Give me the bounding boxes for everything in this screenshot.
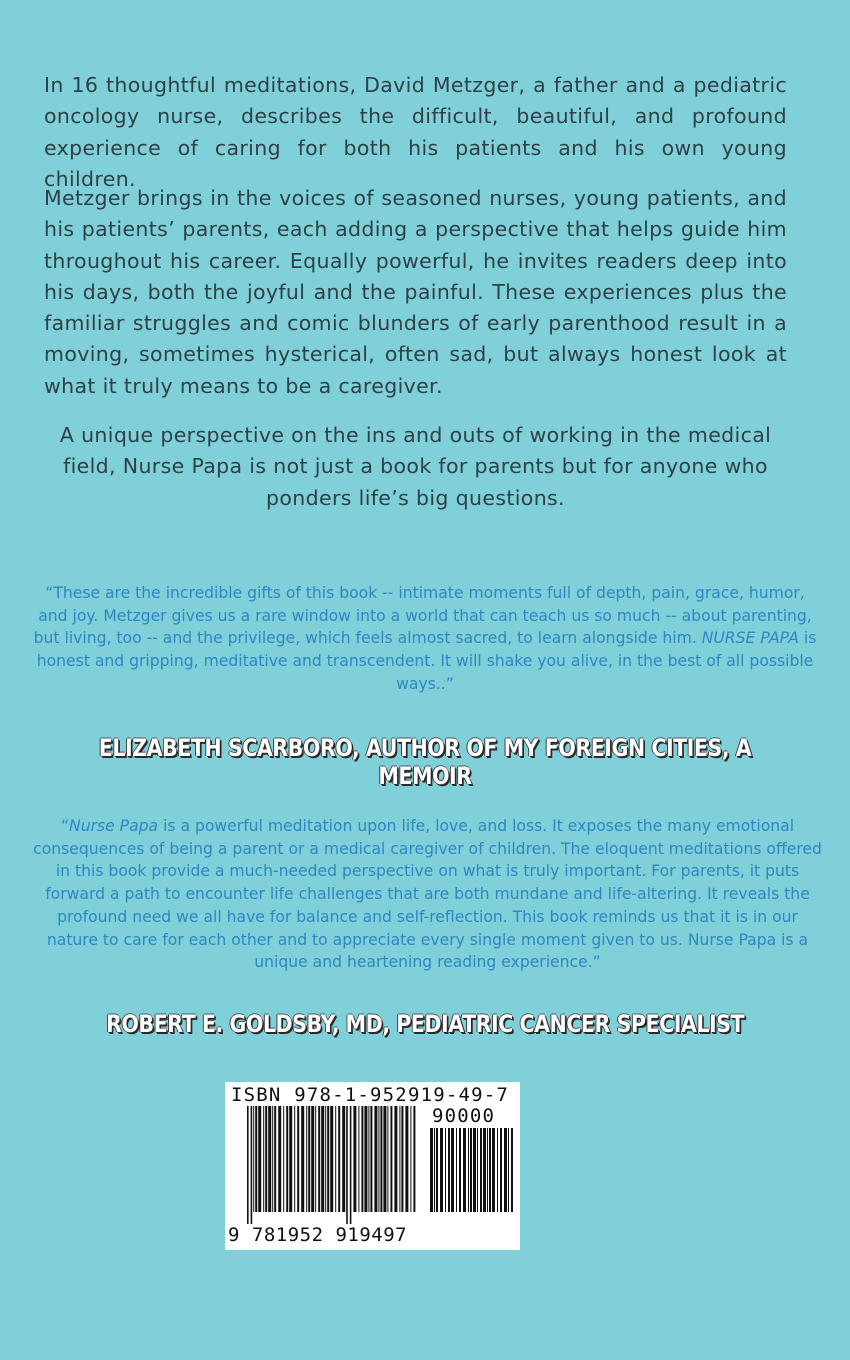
barcode-bar	[405, 1106, 408, 1212]
barcode-bar	[301, 1106, 304, 1212]
barcode-bar	[358, 1106, 359, 1212]
barcode-bar	[410, 1106, 411, 1212]
barcode-bar	[511, 1128, 513, 1212]
barcode-bar	[364, 1106, 367, 1212]
barcode-bar	[263, 1106, 264, 1212]
blurb-quote-2-text-before: “	[60, 817, 70, 835]
barcode-bar	[500, 1128, 502, 1212]
barcode-bar	[327, 1106, 329, 1212]
barcode-bar	[480, 1128, 482, 1212]
barcode-bar	[258, 1106, 261, 1212]
barcode-bar	[394, 1106, 397, 1212]
barcode-bar	[306, 1106, 307, 1212]
isbn-barcode	[225, 1082, 520, 1250]
barcode-bar	[315, 1106, 316, 1212]
barcode-bar	[477, 1128, 478, 1212]
barcode-bar	[383, 1106, 386, 1212]
barcode-bar	[335, 1106, 336, 1212]
isbn-label: ISBN 978-1-952919-49-7	[231, 1084, 510, 1106]
barcode-bar	[342, 1106, 345, 1212]
barcode-bar	[456, 1128, 457, 1212]
barcode-bar	[308, 1106, 310, 1212]
barcode-bar	[468, 1128, 469, 1212]
barcode-bar	[387, 1106, 388, 1212]
barcode-bar	[440, 1128, 443, 1212]
barcode-bar	[483, 1128, 486, 1212]
barcode-bar	[338, 1106, 340, 1212]
barcode-bar	[434, 1128, 435, 1212]
barcode-bar	[294, 1106, 295, 1212]
barcode-bar	[251, 1106, 253, 1224]
barcode-bar	[436, 1128, 438, 1212]
barcode-bar	[278, 1106, 281, 1212]
blurb-attribution-1: ELIZABETH SCARBORO, AUTHOR OF MY FOREIGN CITIES, A MEMOIR	[98, 734, 752, 790]
barcode-bar	[399, 1106, 400, 1212]
blurb-quote-2-title: Nurse Papa	[69, 817, 159, 835]
barcode-bar	[361, 1106, 363, 1212]
blurb-attribution-2: ROBERT E. GOLDSBY, MD, PEDIATRIC CANCER SPECIALIST	[105, 1010, 745, 1038]
barcode-bar	[370, 1106, 372, 1212]
barcode-bar	[272, 1106, 273, 1212]
barcode-bar	[353, 1106, 356, 1212]
barcode-bar	[430, 1128, 433, 1212]
barcode-bar	[390, 1106, 392, 1212]
blurb-quote-1-title: NURSE PAPA	[701, 629, 799, 648]
price-code: 90000	[432, 1105, 496, 1127]
barcode-bar	[459, 1128, 461, 1212]
blurb-quote-1	[30, 582, 820, 696]
barcode-bar	[297, 1106, 299, 1212]
barcode-bar	[463, 1128, 466, 1212]
barcode-bar	[346, 1106, 348, 1224]
description-paragraph-1: In 16 thoughtful meditations, David Metzger, a father and a pediatric oncology nurse, describes the difficult, beautiful, and profound experience of caring for both his patients and his own young children.	[44, 73, 787, 191]
barcode-bar	[380, 1106, 382, 1212]
blurb-quote-2-text-after: is a powerful meditation upon life, love, and loss. It exposes the many emotional consequences of being a parent or a medical caregiver of children. The eloquent meditations offered in this book provide a much-needed perspective on what is truly important. For parents, it puts forward a path to encounter life challenges that are both mundane and life-altering. It reveals the profound need we all have for balance and self-reflection. This book reminds us that it is in our nature to care for each other and to appreciate every single moment given to us. Nurse Papa is a unique and heartening reading experience.”	[33, 817, 822, 972]
ean-digits: 9 781952 919497	[228, 1224, 408, 1246]
blurb-quote-1-text-before: “These are the incredible gifts of this book -- intimate moments full of depth, pain, grace, humor, and joy. Metzger gives us a rare window into a world that can teach us so much -- about parenting, but living, too -- and the privilege, which feels almost sacred, to learn alongside him.	[33, 584, 812, 648]
barcode-bar	[330, 1106, 333, 1212]
blurb-quote-2	[30, 815, 825, 974]
barcode-bar	[325, 1106, 326, 1212]
price-addon-bars	[430, 1128, 514, 1224]
barcode-bar	[378, 1106, 379, 1212]
barcode-bar	[504, 1128, 507, 1212]
description-paragraph-3: A unique perspective on the ins and outs of working in the medical field, Nurse Papa is not just a book for parents but for anyone who ponders life’s big questions.	[59, 423, 772, 510]
barcode-bar	[321, 1106, 324, 1212]
barcode-bar	[497, 1128, 498, 1212]
barcode-bar	[286, 1106, 288, 1212]
barcode-bar	[492, 1128, 495, 1212]
barcode-bar	[445, 1128, 446, 1212]
barcode-bar	[374, 1106, 377, 1212]
description-paragraph-2: Metzger brings in the voices of seasoned nurses, young patients, and his patients’ parents, each adding a perspective that helps guide him throughout his career. Equally powerful, he invites readers deep into his days, both the joyful and the painful. These experiences plus the familiar struggles and comic blunders of early parenthood result in a moving, sometimes hysterical, often sad, but always honest look at what it truly means to be a caregiver.	[44, 186, 787, 398]
barcode-bar	[255, 1106, 257, 1212]
ean-barcode-bars	[247, 1106, 419, 1224]
barcode-bar	[413, 1106, 415, 1212]
barcode-bar	[508, 1128, 509, 1212]
barcode-bar	[268, 1106, 271, 1212]
barcode-bar	[487, 1128, 488, 1212]
barcode-bar	[448, 1128, 450, 1212]
barcode-bar	[470, 1128, 472, 1212]
barcode-bar	[350, 1106, 352, 1224]
barcode-bar	[318, 1106, 320, 1212]
barcode-bar	[311, 1106, 314, 1212]
barcode-bar	[489, 1128, 491, 1212]
barcode-bar	[473, 1128, 476, 1212]
barcode-bar	[247, 1106, 249, 1224]
barcode-bar	[283, 1106, 284, 1212]
barcode-bar	[274, 1106, 276, 1212]
barcode-bar	[368, 1106, 369, 1212]
barcode-bar	[265, 1106, 267, 1212]
blurb-quote-1-text-after: is honest and gripping, meditative and transcendent. It will shake you alive, in the best of all possible ways..”	[36, 629, 817, 693]
barcode-bar	[253, 1106, 254, 1212]
barcode-bar	[451, 1128, 454, 1212]
barcode-bar	[289, 1106, 292, 1212]
barcode-bar	[401, 1106, 403, 1212]
